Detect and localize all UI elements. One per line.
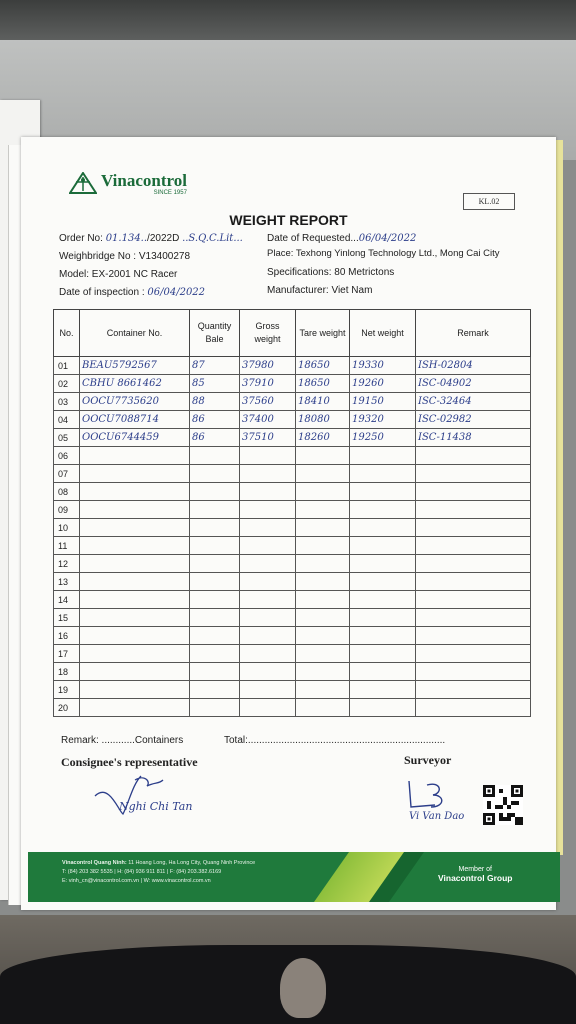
cell-tare-weight: [296, 609, 350, 627]
cell-container-no: [80, 609, 190, 627]
cell-no: 17: [54, 645, 80, 663]
cell-quantity: [190, 645, 240, 663]
cell-tare-weight: 18260: [296, 429, 350, 447]
cell-remark: [416, 501, 531, 519]
cell-remark: [416, 519, 531, 537]
cell-remark: ISC-32464: [416, 393, 531, 411]
cell-net-weight: 19330: [350, 357, 416, 375]
cell-net-weight: [350, 465, 416, 483]
cell-container-no: OOCU6744459: [80, 429, 190, 447]
table-row: [54, 375, 531, 393]
weight-table: [53, 309, 531, 717]
inspection-date-field: [59, 287, 205, 298]
cell-no: 09: [54, 501, 80, 519]
cell-net-weight: [350, 573, 416, 591]
document-code: KL.02: [463, 193, 515, 210]
remark-line: Remark: ............Containers: [61, 735, 184, 746]
cell-container-no: [80, 645, 190, 663]
cell-remark: [416, 591, 531, 609]
table-row: [54, 519, 531, 537]
cell-tare-weight: 18410: [296, 393, 350, 411]
cell-remark: [416, 609, 531, 627]
cell-container-no: [80, 501, 190, 519]
total-line: Total:.......................................................................: [224, 735, 446, 746]
cell-quantity: [190, 465, 240, 483]
cell-quantity: [190, 501, 240, 519]
cell-quantity: [190, 519, 240, 537]
cell-no: 01: [54, 357, 80, 375]
cell-quantity: [190, 537, 240, 555]
consignee-label: Consignee's representative: [61, 755, 198, 769]
cell-quantity: [190, 483, 240, 501]
header-no: No.: [54, 310, 80, 357]
cell-quantity: 86: [190, 429, 240, 447]
member-line-1: Member of: [458, 866, 492, 873]
cell-tare-weight: [296, 555, 350, 573]
cell-gross-weight: [240, 483, 296, 501]
table-header-row: [54, 310, 531, 357]
order-no-handwritten-2: ..S.Q.C.Lit...: [182, 233, 243, 244]
header-net-weight: Net weight: [350, 310, 416, 357]
cell-gross-weight: 37560: [240, 393, 296, 411]
cell-net-weight: [350, 699, 416, 717]
cell-no: 15: [54, 609, 80, 627]
cell-no: 08: [54, 483, 80, 501]
cell-gross-weight: 37400: [240, 411, 296, 429]
cell-no: 14: [54, 591, 80, 609]
cell-quantity: [190, 609, 240, 627]
cell-quantity: [190, 555, 240, 573]
logo-text: Vinacontrol: [101, 171, 187, 190]
cell-net-weight: [350, 663, 416, 681]
cell-quantity: [190, 627, 240, 645]
surveyor-signature-mark: [405, 777, 465, 813]
cell-remark: [416, 555, 531, 573]
cell-quantity: 88: [190, 393, 240, 411]
cell-quantity: [190, 663, 240, 681]
order-no-label: Order No:: [59, 233, 103, 244]
header-container-no: Container No.: [80, 310, 190, 357]
date-requested-value: 06/04/2022: [358, 233, 417, 244]
cell-tare-weight: [296, 483, 350, 501]
cell-gross-weight: 37910: [240, 375, 296, 393]
cell-tare-weight: [296, 681, 350, 699]
cell-quantity: 87: [190, 357, 240, 375]
cell-no: 11: [54, 537, 80, 555]
surveyor-signature: [405, 777, 465, 822]
table-row: [54, 645, 531, 663]
cell-container-no: [80, 447, 190, 465]
cell-gross-weight: 37980: [240, 357, 296, 375]
cell-gross-weight: [240, 645, 296, 663]
table-row: [54, 465, 531, 483]
cell-container-no: [80, 465, 190, 483]
table-row: [54, 537, 531, 555]
cell-tare-weight: [296, 627, 350, 645]
cell-remark: [416, 627, 531, 645]
table-row: [54, 699, 531, 717]
order-no-handwritten: 01.134..: [105, 233, 148, 244]
cell-container-no: [80, 627, 190, 645]
surveyor-signature-name: Vi Van Dao: [409, 811, 465, 822]
cell-no: 16: [54, 627, 80, 645]
cell-remark: [416, 699, 531, 717]
table-row: [54, 357, 531, 375]
inspection-date-label: Date of inspection :: [59, 287, 148, 298]
table-row: [54, 591, 531, 609]
footer-company: Vinacontrol Quang Ninh:: [62, 860, 127, 866]
cell-tare-weight: [296, 447, 350, 465]
cell-no: 02: [54, 375, 80, 393]
cell-net-weight: [350, 555, 416, 573]
cell-no: 12: [54, 555, 80, 573]
header-remark: Remark: [416, 310, 531, 357]
cell-gross-weight: [240, 699, 296, 717]
cell-remark: [416, 447, 531, 465]
order-no-suffix: /2022D: [147, 233, 180, 244]
logo-since: SINCE 1957: [153, 190, 187, 196]
cell-gross-weight: [240, 627, 296, 645]
cell-net-weight: [350, 501, 416, 519]
cell-container-no: BEAU5792567: [80, 357, 190, 375]
table-row: [54, 483, 531, 501]
cell-remark: [416, 681, 531, 699]
cell-net-weight: [350, 681, 416, 699]
cell-container-no: [80, 519, 190, 537]
header-tare-weight: Tare weight: [296, 310, 350, 357]
table-row: [54, 609, 531, 627]
cell-net-weight: [350, 609, 416, 627]
cell-no: 04: [54, 411, 80, 429]
consignee-signature-mark: [89, 772, 229, 822]
cell-tare-weight: [296, 645, 350, 663]
footer-web: E: vinh_cn@vinacontrol.com.vn | W: www.vinacontrol.com.vn: [62, 878, 211, 884]
cell-remark: [416, 663, 531, 681]
cell-remark: ISH-02804: [416, 357, 531, 375]
cell-gross-weight: [240, 591, 296, 609]
member-line-2: Vinacontrol Group: [438, 873, 513, 883]
cell-gross-weight: [240, 537, 296, 555]
cell-gross-weight: [240, 465, 296, 483]
consignee-signature: [89, 772, 229, 827]
cell-gross-weight: [240, 447, 296, 465]
table-row: [54, 681, 531, 699]
footer-address: 11 Hoang Long, Ha Long City, Quang Ninh Province: [126, 860, 256, 866]
cell-remark: [416, 537, 531, 555]
inspection-date-value: 06/04/2022: [147, 287, 206, 298]
table-row: [54, 393, 531, 411]
cell-quantity: [190, 681, 240, 699]
cell-remark: ISC-02982: [416, 411, 531, 429]
cell-tare-weight: [296, 663, 350, 681]
place-field: Place: Texhong Yinlong Technology Ltd., Mong Cai City: [267, 248, 500, 259]
cell-tare-weight: 18650: [296, 357, 350, 375]
cell-container-no: [80, 537, 190, 555]
order-no-field: [59, 233, 243, 244]
cell-quantity: 85: [190, 375, 240, 393]
cell-no: 19: [54, 681, 80, 699]
cell-net-weight: [350, 483, 416, 501]
cell-no: 18: [54, 663, 80, 681]
cell-no: 13: [54, 573, 80, 591]
cell-net-weight: [350, 537, 416, 555]
cell-quantity: [190, 699, 240, 717]
qr-code-icon: [483, 785, 523, 825]
cell-container-no: OOCU7088714: [80, 411, 190, 429]
manufacturer-field: Manufacturer: Viet Nam: [267, 285, 373, 296]
cell-gross-weight: [240, 663, 296, 681]
table-row: [54, 447, 531, 465]
cell-gross-weight: [240, 501, 296, 519]
cell-container-no: [80, 663, 190, 681]
cell-container-no: [80, 591, 190, 609]
cell-no: 03: [54, 393, 80, 411]
cell-remark: [416, 483, 531, 501]
cell-tare-weight: [296, 465, 350, 483]
cell-container-no: [80, 555, 190, 573]
table-row: [54, 501, 531, 519]
cell-net-weight: [350, 519, 416, 537]
cell-tare-weight: 18650: [296, 375, 350, 393]
cell-gross-weight: [240, 555, 296, 573]
cell-gross-weight: [240, 681, 296, 699]
table-row: [54, 627, 531, 645]
table-row: [54, 573, 531, 591]
cell-net-weight: [350, 591, 416, 609]
report-title: WEIGHT REPORT: [229, 212, 348, 228]
cell-quantity: [190, 591, 240, 609]
cell-gross-weight: 37510: [240, 429, 296, 447]
cell-container-no: [80, 681, 190, 699]
cell-container-no: [80, 483, 190, 501]
header-gross-weight: Gross weight: [240, 310, 296, 357]
cell-no: 05: [54, 429, 80, 447]
cell-net-weight: [350, 627, 416, 645]
cell-gross-weight: [240, 609, 296, 627]
cell-no: 06: [54, 447, 80, 465]
cell-remark: ISC-04902: [416, 375, 531, 393]
cell-no: 20: [54, 699, 80, 717]
date-requested-label: Date of Requested...: [267, 233, 359, 244]
scale-logo-icon: [69, 172, 97, 194]
cell-tare-weight: [296, 591, 350, 609]
cell-net-weight: 19250: [350, 429, 416, 447]
cell-tare-weight: [296, 519, 350, 537]
model-field: Model: EX-2001 NC Racer: [59, 269, 178, 280]
table-row: [54, 555, 531, 573]
weighbridge-field: Weighbridge No : V13400278: [59, 251, 191, 262]
cell-remark: [416, 465, 531, 483]
cell-no: 10: [54, 519, 80, 537]
cell-tare-weight: 18080: [296, 411, 350, 429]
surveyor-label: Surveyor: [404, 753, 452, 767]
cell-tare-weight: [296, 699, 350, 717]
cell-gross-weight: [240, 573, 296, 591]
cell-container-no: OOCU7735620: [80, 393, 190, 411]
cell-no: 07: [54, 465, 80, 483]
table-row: [54, 663, 531, 681]
cell-remark: ISC-11438: [416, 429, 531, 447]
cell-gross-weight: [240, 519, 296, 537]
cell-tare-weight: [296, 501, 350, 519]
cell-container-no: [80, 573, 190, 591]
cell-net-weight: 19150: [350, 393, 416, 411]
date-requested-field: [267, 233, 416, 244]
cell-quantity: [190, 573, 240, 591]
cell-net-weight: [350, 645, 416, 663]
weight-report-sheet: [21, 137, 556, 910]
footer-phones: T: (84) 203 382 5535 | H: (84) 936 911 811 | F: (84) 203.382.6169: [62, 869, 222, 875]
footer-band: [28, 852, 560, 902]
cell-remark: [416, 573, 531, 591]
cell-container-no: [80, 699, 190, 717]
header-quantity-bale: Quantity Bale: [190, 310, 240, 357]
member-badge: [438, 866, 512, 883]
footer-address-line: [62, 860, 255, 866]
background-foot: [280, 958, 326, 1018]
cell-remark: [416, 645, 531, 663]
cell-net-weight: 19320: [350, 411, 416, 429]
table-row: [54, 429, 531, 447]
specifications-field: Specifications: 80 Metrictons: [267, 267, 395, 278]
consignee-signature-name: Nghi Chi Tan: [119, 800, 193, 813]
table-row: [54, 411, 531, 429]
cell-container-no: CBHU 8661462: [80, 375, 190, 393]
cell-tare-weight: [296, 537, 350, 555]
cell-quantity: [190, 447, 240, 465]
vinacontrol-logo: [69, 172, 187, 196]
cell-quantity: 86: [190, 411, 240, 429]
cell-net-weight: 19260: [350, 375, 416, 393]
cell-net-weight: [350, 447, 416, 465]
cell-tare-weight: [296, 573, 350, 591]
